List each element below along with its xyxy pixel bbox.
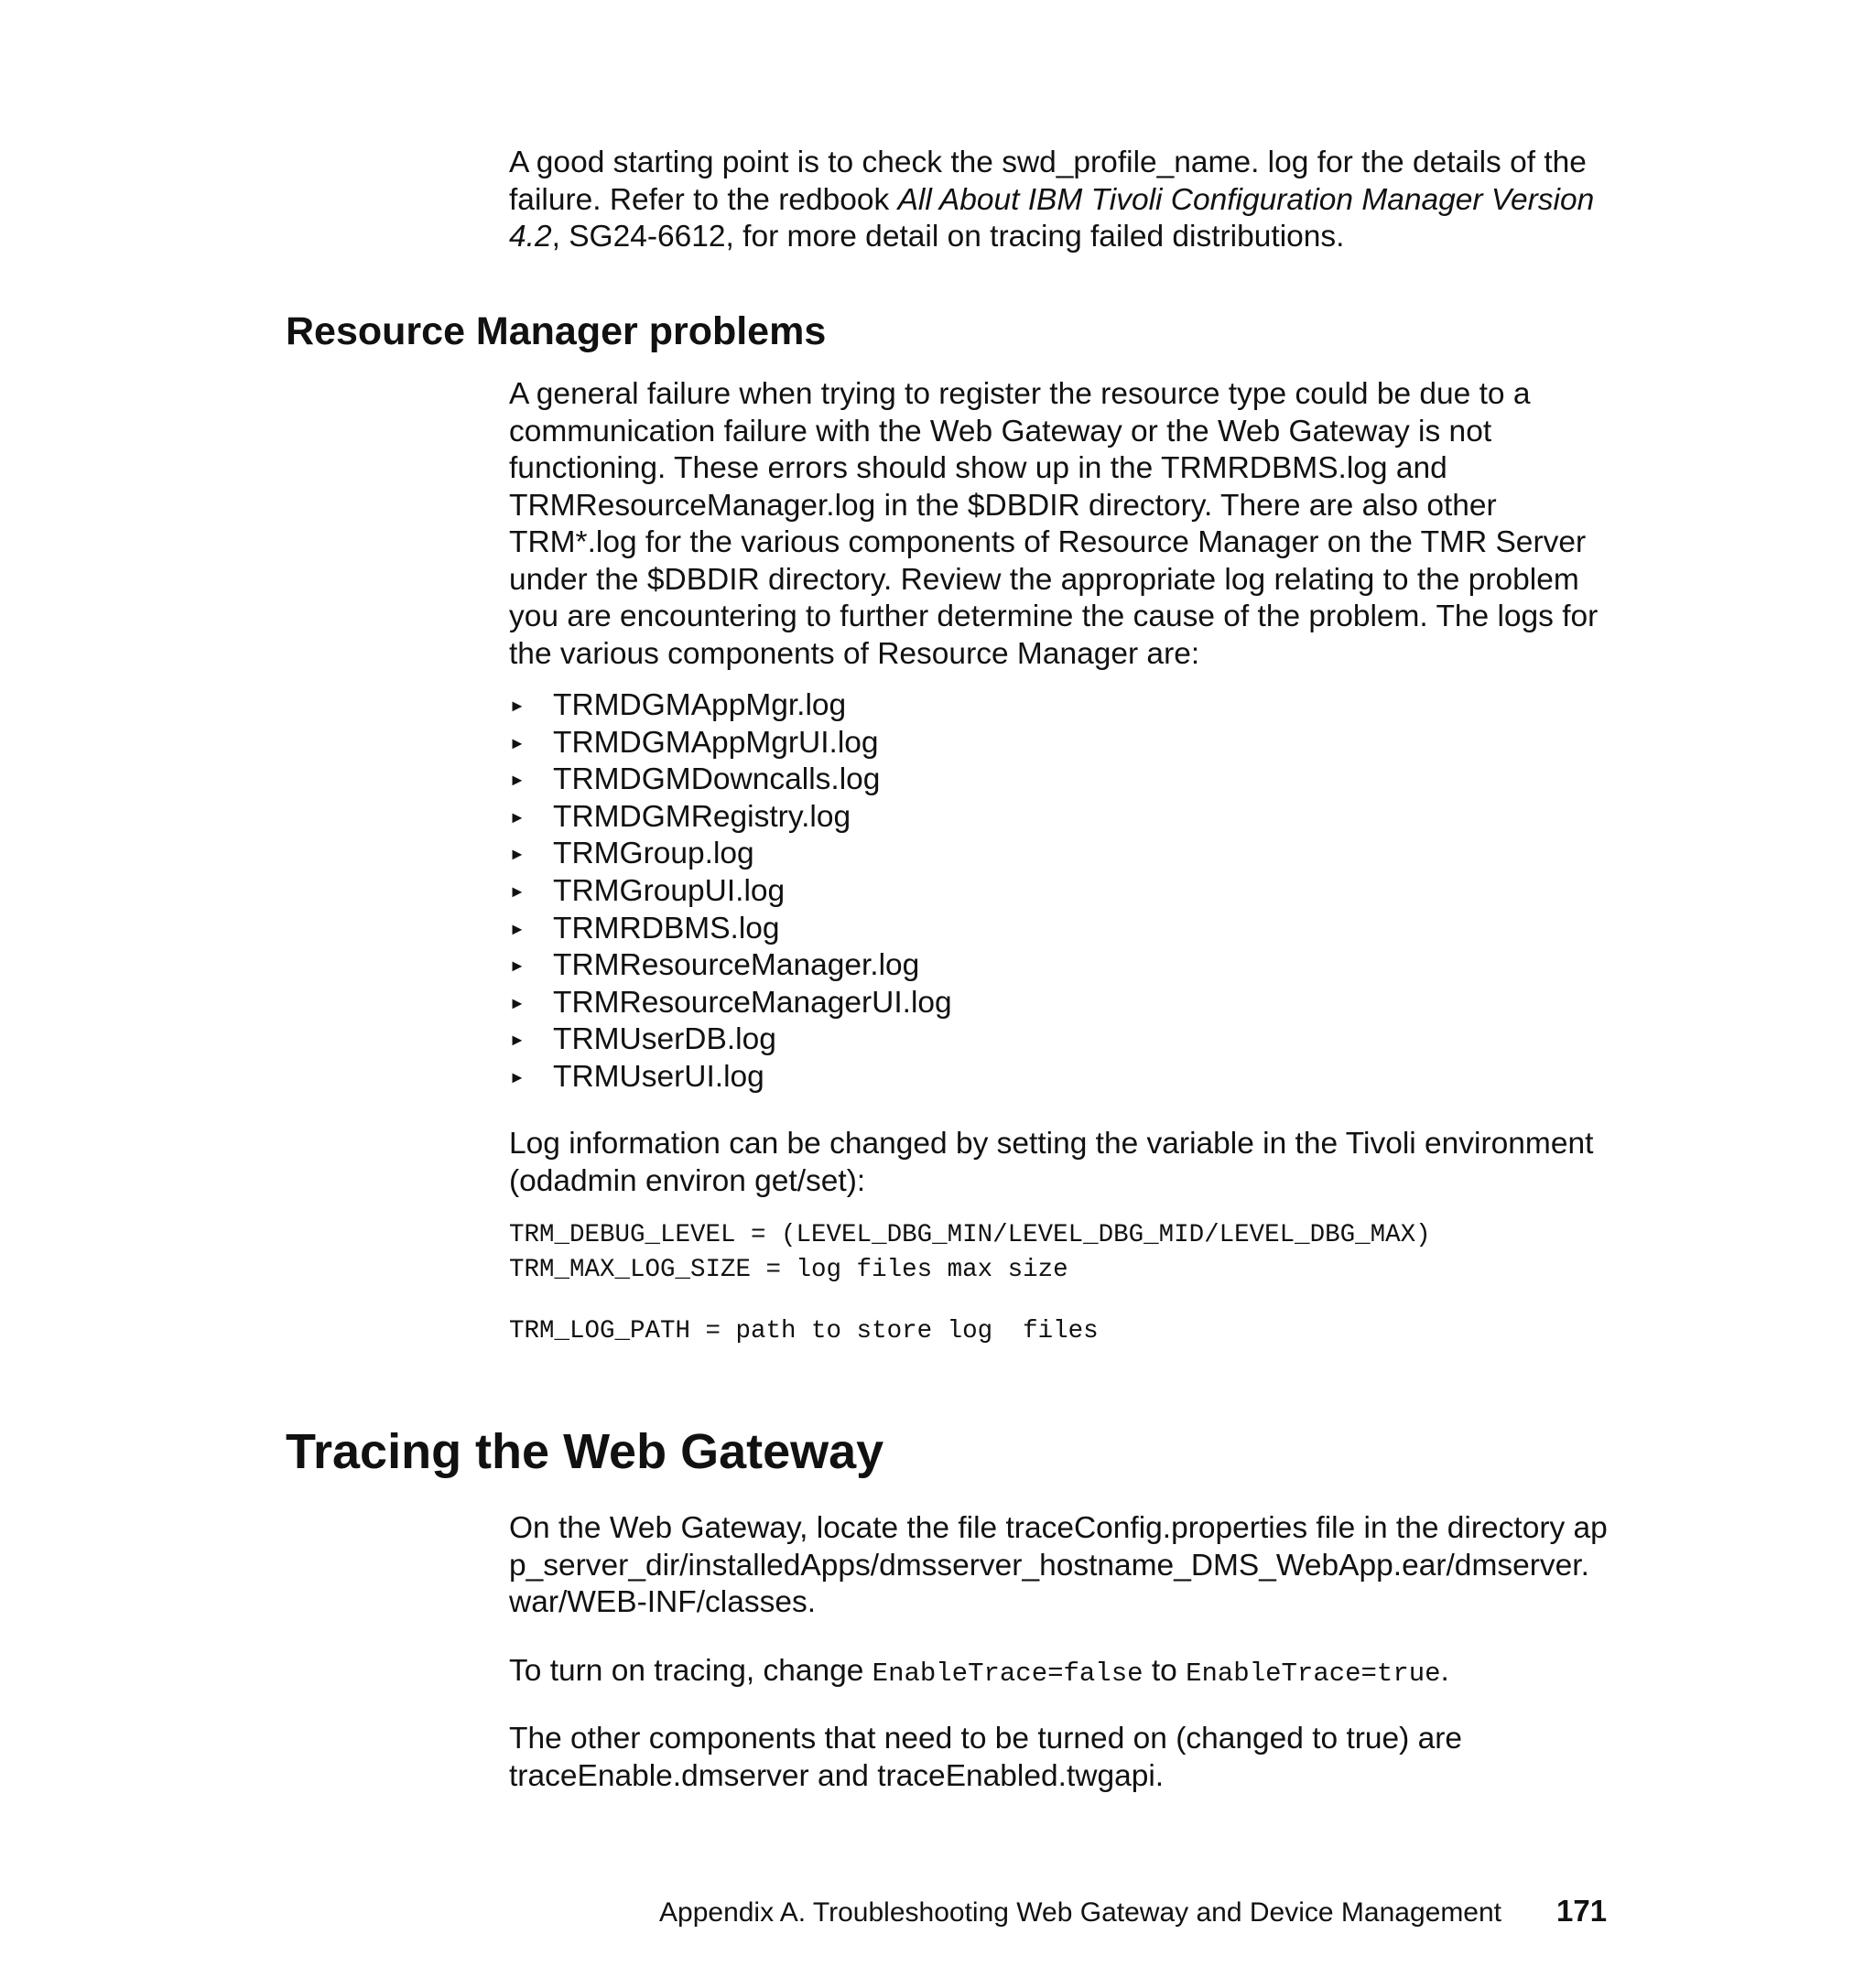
redbook-title: All About IBM Tivoli Configuration Manager Version 4.2 (509, 182, 1595, 254)
intro-text-end: , SG24-6612, for more detail on tracing failed distributions. (551, 220, 1345, 254)
list-item: ► TRMGroupUI.log (509, 873, 952, 911)
bullet-arrow-icon: ► (509, 881, 526, 901)
list-item: ► TRMDGMRegistry.log (509, 799, 952, 837)
code-line: TRM_MAX_LOG_SIZE = log files max size (509, 1256, 1068, 1284)
list-item: ► TRMUserDB.log (509, 1021, 952, 1059)
list-item: ► TRMDGMAppMgr.log (509, 687, 952, 725)
page-number: 171 (1556, 1894, 1608, 1928)
code-enable-false: EnableTrace=false (872, 1658, 1143, 1689)
tracing-paragraph-2: To turn on tracing, change EnableTrace=false to EnableTrace=true. (509, 1654, 1449, 1689)
bullet-arrow-icon: ► (509, 956, 526, 976)
page-footer: Appendix A. Troubleshooting Web Gateway and Device Management (659, 1897, 1502, 1928)
bullet-arrow-icon: ► (509, 919, 526, 938)
intro-text-start: A good starting point is to check the swd_profile_name. log for the details of the failure. Refer to the redbook (509, 146, 1587, 217)
list-item: ► TRMResourceManager.log (509, 947, 952, 985)
bullet-arrow-icon: ► (509, 697, 526, 715)
list-item: ► TRMUserUI.log (509, 1059, 952, 1097)
code-line: TRM_LOG_PATH = path to store log files (509, 1317, 1099, 1345)
tracing-heading: Tracing the Web Gateway (286, 1424, 884, 1479)
list-item: ► TRMDGMDowncalls.log (509, 762, 952, 799)
bullet-arrow-icon: ► (509, 807, 526, 827)
log-info-paragraph: Log information can be changed by setting the variable in the Tivoli environment (odadmin environ get/set): (509, 1127, 1594, 1198)
resource-manager-paragraph: A general failure when trying to register the resource type could be due to a communication failure with the Web Gateway or the Web Gateway is not functioning. These errors should show up in the TRMRDBMS.log and TRMResourceManager.log in the $DBDIR directory. There are also other TRM*.log for the various components of Resource Manager on the TMR Server under the $DBDIR directory. Review the appropriate log relating to the problem you are encountering to further determine the cause of the problem. The logs for the various components of Resource Manager are: (509, 377, 1599, 671)
code-line: TRM_DEBUG_LEVEL = (LEVEL_DBG_MIN/LEVEL_DBG_MID/LEVEL_DBG_MAX) (509, 1221, 1431, 1249)
bullet-arrow-icon: ► (509, 771, 526, 790)
bullet-arrow-icon: ► (509, 993, 526, 1012)
resource-manager-heading: Resource Manager problems (286, 309, 827, 353)
tracing-paragraph-3: The other components that need to be turned on (changed to true) are traceEnable.dmserver and traceEnabled.twgapi. (509, 1722, 1463, 1793)
log-list (509, 687, 952, 1097)
bullet-arrow-icon: ► (509, 1031, 526, 1050)
list-item: ► TRMGroup.log (509, 836, 952, 873)
code-enable-true: EnableTrace=true (1186, 1658, 1441, 1689)
tracing-paragraph-1: On the Web Gateway, locate the file traceConfig.properties file in the directory app_server_dir/installedApps/dmsserver_hostname_DMS_WebApp.ear/dmserver.war/WEB-INF/classes. (509, 1511, 1608, 1619)
bullet-arrow-icon: ► (509, 733, 526, 752)
list-item: ► TRMResourceManagerUI.log (509, 985, 952, 1022)
bullet-arrow-icon: ► (509, 1067, 526, 1086)
list-item: ► TRMDGMAppMgrUI.log (509, 725, 952, 762)
bullet-arrow-icon: ► (509, 845, 526, 864)
intro-paragraph (509, 145, 1608, 256)
list-item: ► TRMRDBMS.log (509, 911, 952, 948)
